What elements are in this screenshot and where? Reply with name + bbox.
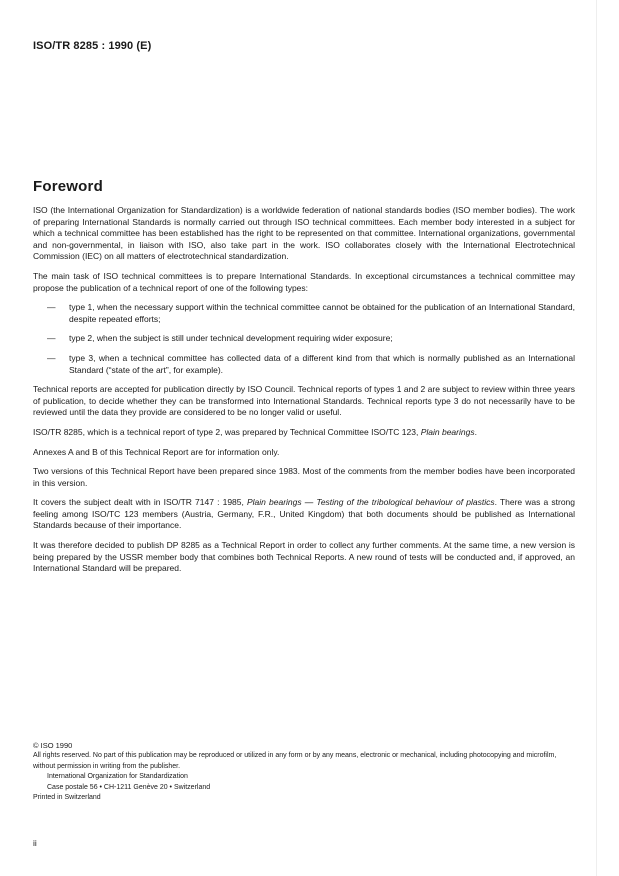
list-item-text: type 2, when the subject is still under technical development requiring wider exposure; xyxy=(69,333,393,344)
text-segment: It covers the subject dealt with in ISO/TR 7147 : 1985, xyxy=(33,497,247,508)
text-segment: ISO/TR 8285, which is a technical report of type 2, was prepared by Technical Committee ISO/TC 123, xyxy=(33,426,421,437)
list-item-text: type 1, when the necessary support within the technical committee cannot be obtained for the publication of an International Standard, despite repeated efforts; xyxy=(69,302,575,324)
rights-notice: All rights reserved. No part of this publication may be reproduced or utilized in any form or by any means, electronic or mechanical, including photocopying and microfilm, without permission in writing from the publisher. xyxy=(33,752,557,770)
dash-marker: — xyxy=(47,302,56,313)
organization-address: Case postale 56 • CH-1211 Genève 20 • Switzerland xyxy=(47,783,211,791)
report-types-list xyxy=(33,302,575,376)
organization-name: International Organization for Standardization xyxy=(47,773,188,781)
paragraph-subject xyxy=(33,497,575,532)
paragraph-publication-review: Technical reports are accepted for publication directly by ISO Council. Technical reports of types 1 and 2 are subject to review within three years of publication, to decide whether they can be transformed into International Standards. Technical reports type 3 do not necessarily have to be reviewed until the data they provide are considered to be no longer valid or useful. xyxy=(33,384,575,418)
referenced-title: Plain bearings — Testing of the tribological behaviour of plastics xyxy=(247,497,495,508)
list-item-text: type 3, when a technical committee has collected data of a different kind from that which is normally published as an International Standard (“state of the art”, for example). xyxy=(69,352,575,375)
paragraph-decision: It was therefore decided to publish DP 8285 as a Technical Report in order to collect any further comments. At the same time, a new version is being prepared by the USSR member body that combines both Technical Reports. A new round of tests will be conducted and, if approved, an International Standard will be prepared. xyxy=(33,540,575,574)
dash-marker: — xyxy=(47,333,56,344)
printed-in: Printed in Switzerland xyxy=(33,794,101,802)
list-item xyxy=(33,353,575,376)
section-heading: Foreword xyxy=(33,178,103,195)
foreword-body xyxy=(33,205,575,583)
paragraph-iso-federation: ISO (the International Organization for Standardization) is a worldwide federation of national standards bodies (ISO member bodies). The work of preparing International Standards is normally carried out through ISO technical committees. Each member body interested in a subject for which a technical committee has been established has the right to be represented on that committee. International organizations, governmental and non-governmental, in liaison with ISO, also take part in the work. ISO collaborates closely with the International Electrotechnical Commission (IEC) on all matters of electrotechnical standardization. xyxy=(33,205,575,262)
list-item xyxy=(33,333,575,345)
copyright-block xyxy=(33,741,575,803)
page-edge xyxy=(596,0,597,876)
dash-marker: — xyxy=(47,352,56,363)
paragraph-preparation xyxy=(33,427,575,439)
paragraph-main-task: The main task of ISO technical committees is to prepare International Standards. In exceptional circumstances a technical committee may propose the publication of a technical report of one of the following types: xyxy=(33,270,575,293)
list-item xyxy=(33,302,575,325)
copyright-line: © ISO 1990 xyxy=(33,741,73,750)
text-segment: . xyxy=(474,426,477,437)
page-number: ii xyxy=(33,838,37,848)
paragraph-annexes: Annexes A and B of this Technical Report are for information only. xyxy=(33,446,280,457)
committee-title: Plain bearings xyxy=(420,426,475,437)
document-identifier: ISO/TR 8285 : 1990 (E) xyxy=(33,40,152,52)
text-segment: . There was a strong feeling among ISO/TC 123 members (Austria, Germany, F.R., United Kingdom) that both documents should be published as International Standards because of their importance. xyxy=(33,497,576,531)
paragraph-versions: Two versions of this Technical Report have been prepared since 1983. Most of the comments from the member bodies have been incorporated in this version. xyxy=(33,466,575,488)
